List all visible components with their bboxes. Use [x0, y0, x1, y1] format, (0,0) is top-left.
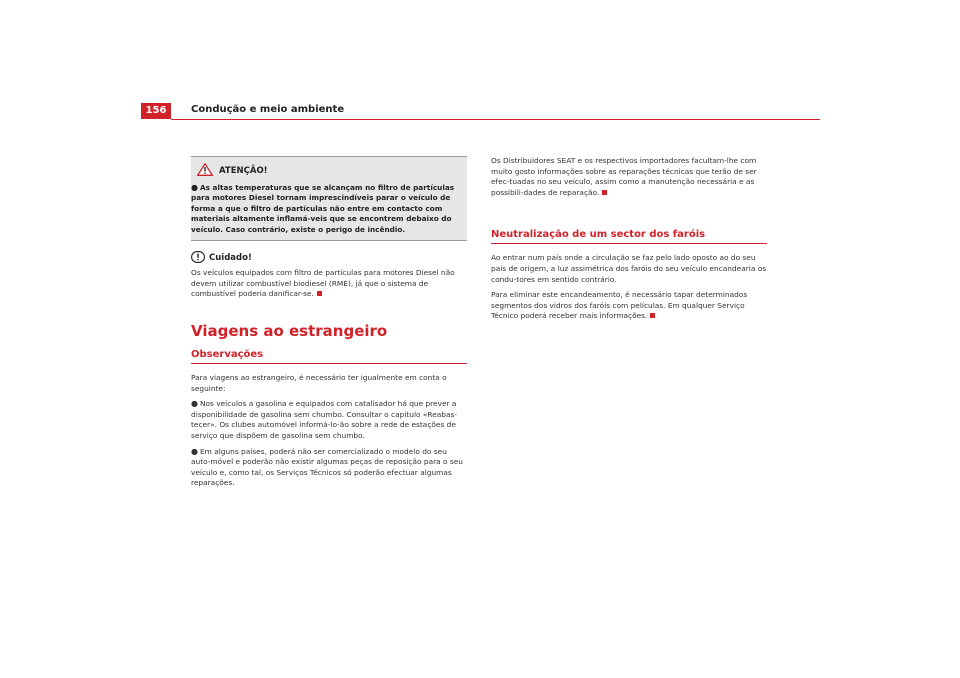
caution-text: Os veículos equipados com filtro de partículas para motores Diesel não devem utilizar combustível biodiesel (RME), já que o sistema de combustível poderia danificar-se. [191, 268, 455, 299]
section-end-icon [602, 190, 607, 195]
right-column [491, 156, 767, 327]
bullet-icon: ● [191, 182, 198, 192]
heading-headlights: Neutralização de um sector dos faróis [491, 228, 767, 244]
heading-travel-abroad: Viagens ao estrangeiro [191, 321, 388, 340]
abroad-closing-text: Os Distribuidores SEAT e os respectivos importadores facultam-lhe com muito gosto informações sobre as reparações técnicas que terão de ser efec-tuadas no seu veículo, assim como a manutenção necessária e as possibili-dades de reparação. [491, 156, 757, 197]
subheading-observations: Observações [191, 348, 467, 364]
section-end-icon [650, 313, 655, 318]
page-number: 156 [141, 103, 171, 119]
bullet-icon: ● [191, 446, 198, 456]
abroad-bullet-2-text: Em alguns países, poderá não ser comercializado o modelo do seu auto-móvel e poderão não existir algumas peças de reposição para o seu veículo e, como tal, os Serviços Técnicos só poderão efectuar algumas reparações. [191, 446, 463, 488]
warning-body: As altas temperaturas que se alcançam no filtro de partículas para motores Diesel tornam imprescindíveis parar o veículo de forma a que o filtro de partículas não entre em contacto com materiais altamente inflamá-veis que se encontrem debaixo do veículo. Caso contrário, existe o perigo de incêndio. [191, 182, 455, 234]
abroad-intro: Para viagens ao estrangeiro, é necessário ter igualmente em conta o seguinte: [191, 372, 447, 393]
section-end-icon [317, 291, 322, 296]
abroad-bullet-2 [191, 447, 467, 489]
warning-title-row [191, 163, 459, 180]
abroad-bullet-1 [191, 399, 467, 441]
headlights-paragraph-1: Ao entrar num país onde a circulação se faz pelo lado oposto ao do seu país de origem, a luz assimétrica dos faróis do seu veículo encandearia os condu-tores em sentido contrário. [491, 253, 767, 284]
warning-title: ATENÇÃO! [219, 166, 268, 176]
caution-title: Cuidado! [209, 253, 252, 264]
abroad-bullet-1-text: Nos veículos a gasolina e equipados com catalisador há que prever a disponibilidade de gasolina sem chumbo. Consultar o capítulo «Reabas-tecer». Os clubes automóvel informá-lo-ão sobre a rede de estações de serviço que dispõem de gasolina sem chumbo. [191, 399, 458, 440]
caution-title-row [191, 251, 467, 267]
headlights-paragraph-2-text: Para eliminar este encandeamento, é necessário tapar determinados segmentos dos vidros dos faróis com películas. Em qualquer Serviço Técnico poderá receber mais informações. [491, 290, 748, 321]
caution-icon [191, 251, 205, 267]
bullet-icon: ● [191, 399, 198, 409]
headlights-paragraph-2 [491, 290, 767, 322]
left-column [191, 156, 467, 494]
caution-paragraph [191, 268, 467, 300]
page-header-title: Condução e meio ambiente [191, 104, 345, 115]
warning-text [191, 183, 459, 236]
warning-box [191, 156, 467, 241]
header-rule [171, 119, 820, 120]
warning-triangle-icon [197, 163, 213, 180]
abroad-closing-paragraph [491, 156, 767, 198]
